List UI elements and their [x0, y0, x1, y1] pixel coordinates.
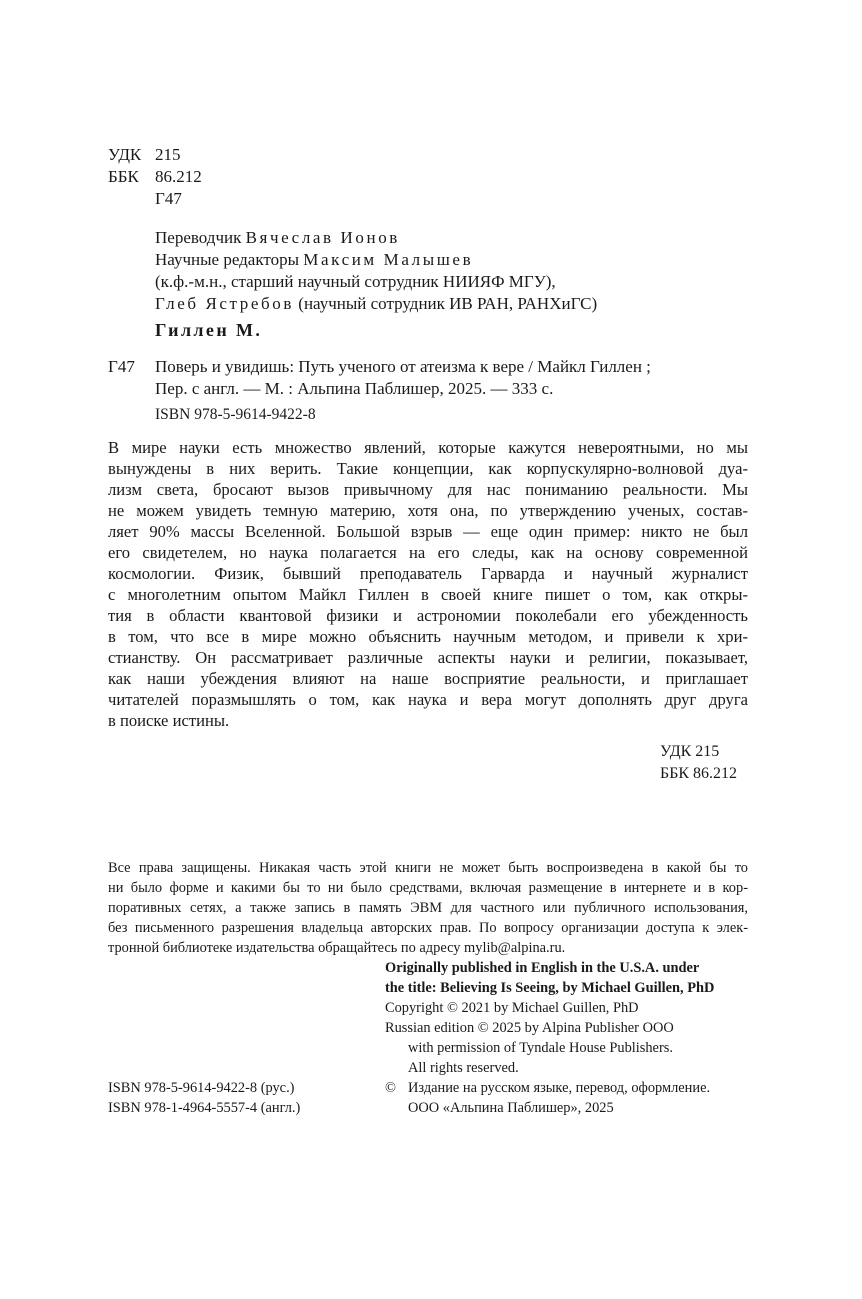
- text-line: вынуждены в них верить. Такие концепции, как корпускулярно-волновой дуа-: [108, 459, 748, 478]
- udk-label: УДК: [108, 145, 142, 164]
- editors-label: Научные редакторы: [155, 250, 300, 269]
- text-line: космологии. Физик, бывший преподаватель Гарварда и научный журналист: [108, 564, 748, 583]
- isbn: ISBN 978-5-9614-9422-8: [155, 406, 316, 423]
- udk-code: 215: [155, 145, 181, 164]
- udk-bottom: УДК 215: [660, 743, 720, 760]
- editor2-name: Глеб Ястребов: [155, 294, 295, 313]
- original-line: the title: Believing Is Seeing, by Michael Guillen, PhD: [385, 980, 715, 996]
- text-line: ни было форме и какими бы то ни было средствами, включая размещение в интернете и в кор-: [108, 880, 748, 896]
- text-line: тия в области квантовой физики и астрономии поколебали его убежденность: [108, 606, 748, 625]
- bbk-bottom: ББК 86.212: [660, 765, 738, 782]
- publisher-copyright-line: ООО «Альпина Паблишер», 2025: [408, 1100, 614, 1116]
- credits: [155, 227, 597, 315]
- text-line: В мире науки есть множество явлений, которые кажутся невероятными, но мы: [108, 438, 748, 457]
- publisher-copyright-line: Издание на русском языке, перевод, оформление.: [408, 1080, 711, 1096]
- text-line: с многолетним опытом Майкл Гиллен в своей книге пишет о том, как откры-: [108, 585, 748, 604]
- editor1-name: Максим Малышев: [303, 250, 474, 269]
- rights-reserved-line: All rights reserved.: [408, 1060, 519, 1076]
- text-line: как наши убеждения влияют на наше восприятие реальности, и приглашает: [108, 669, 748, 688]
- text-line: тронной библиотеке издательства обращайтесь по адресу mylib@alpina.ru.: [108, 940, 566, 956]
- author-heading: Гиллен М.: [155, 320, 263, 340]
- abstract: [108, 437, 748, 731]
- bbk-label: ББК: [108, 167, 139, 186]
- translator-name: Вячеслав Ионов: [245, 228, 400, 247]
- translator-label: Переводчик: [155, 228, 242, 247]
- rights-notice: [108, 858, 748, 958]
- text-line: его свидетелем, но наука полагается на его следы, как на основу современной: [108, 543, 748, 562]
- text-line: Все права защищены. Никакая часть этой книги не может быть воспроизведена в какой бы то: [108, 860, 748, 876]
- copyright-line: Copyright © 2021 by Michael Guillen, PhD: [385, 1000, 639, 1016]
- isbn-english: ISBN 978-1-4964-5557-4 (англ.): [108, 1100, 301, 1116]
- original-line: Originally published in English in the U.S.A. under: [385, 960, 700, 976]
- bbk-code: 86.212: [155, 167, 202, 186]
- isbn-list: [108, 1078, 300, 1118]
- bib-line: Пер. с англ. — М. : Альпина Паблишер, 2025. — 333 с.: [155, 379, 554, 398]
- bottom-codes: [660, 741, 737, 785]
- isbn-russian: ISBN 978-5-9614-9422-8 (рус.): [108, 1080, 295, 1096]
- bib-line: Поверь и увидишь: Путь ученого от атеизма к вере / Майкл Гиллен ;: [155, 357, 651, 376]
- russian-edition-line: Russian edition © 2025 by Alpina Publisher OOO: [385, 1020, 674, 1036]
- bibliographic-record: [108, 356, 748, 426]
- permission-line: with permission of Tyndale House Publishers.: [408, 1040, 673, 1056]
- text-line: без письменного разрешения владельца авторских прав. По вопросу организации доступа к элек-: [108, 920, 748, 936]
- classification-codes: [108, 144, 202, 210]
- text-line: ляет 90% массы Вселенной. Большой взрыв — еще один пример: никто не был: [108, 522, 748, 541]
- text-line: лизм света, бросают вызов привычному для нас пониманию реальности. Мы: [108, 480, 748, 499]
- text-line: не можем увидеть темную материю, хотя она, по утверждению ученых, состав-: [108, 501, 748, 520]
- editor1-note: (к.ф.-м.н., старший научный сотрудник НИИЯФ МГУ),: [155, 272, 556, 291]
- text-line: поративных сетях, а также запись в память ЭВМ для частного или публичного использования,: [108, 900, 748, 916]
- copyright-icon: ©: [385, 1080, 396, 1096]
- editor2-note: (научный сотрудник ИВ РАН, РАНХиГС): [298, 294, 598, 313]
- text-line: стианству. Он рассматривает различные аспекты науки и религии, показывает,: [108, 648, 748, 667]
- bib-mark: Г47: [108, 357, 135, 376]
- author-mark: Г47: [155, 189, 182, 208]
- text-line: читателей поразмышлять о том, как наука и вера могут дополнять друг друга: [108, 690, 748, 709]
- text-line: в поиске истины.: [108, 711, 230, 730]
- original-publication: [385, 958, 714, 1118]
- text-line: в том, что все в мире можно объяснить научным методом, и привели к хри-: [108, 627, 748, 646]
